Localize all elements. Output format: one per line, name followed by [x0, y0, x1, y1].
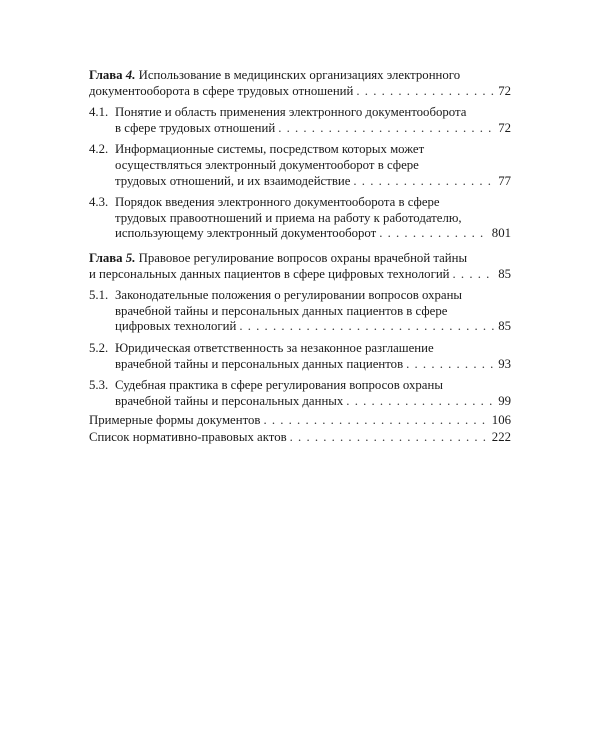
- section-title: Порядок введения электронного документооборота в сфере: [115, 195, 440, 210]
- page-number: 106: [491, 413, 511, 428]
- toc-entry-last-line: [89, 84, 511, 100]
- toc-entry-first-line: [89, 288, 511, 304]
- toc-entry-last-line: [89, 394, 511, 410]
- toc-entry-last-line: [89, 357, 511, 373]
- chapter-label: Глава: [89, 68, 123, 82]
- table-of-contents: [89, 68, 511, 445]
- toc-entry-first-line: [89, 341, 511, 357]
- page-number: 99: [498, 393, 511, 408]
- page-number: 222: [491, 429, 511, 444]
- chapter-number: 4.: [125, 68, 136, 82]
- toc-chapter-5[interactable]: [89, 251, 511, 282]
- dot-leader: [290, 430, 489, 446]
- section-title: Законодательные положения о регулировании вопросов охраны: [115, 288, 463, 303]
- page-number: 85: [498, 319, 511, 334]
- page-number: 77: [498, 173, 511, 188]
- dot-leader: [356, 84, 495, 100]
- toc-entry-first-line: [89, 378, 511, 394]
- entry-title: Примерные формы документов: [89, 413, 261, 428]
- page-number: 72: [498, 83, 511, 98]
- toc-section-4-2[interactable]: [89, 142, 511, 189]
- toc-entry-line: [89, 413, 511, 429]
- toc-entry-last-line: [89, 267, 511, 283]
- page-number: 801: [491, 226, 511, 241]
- dot-leader: [353, 174, 495, 190]
- section-title-cont: использующему электронный документооборот: [115, 226, 377, 241]
- chapter-title: Правовое регулирование вопросов охраны врачебной тайны: [138, 250, 468, 265]
- section-title-cont: цифровых технологий: [115, 319, 237, 334]
- section-title-cont: врачебной тайны и персональных данных пациентов в сфере: [115, 303, 448, 318]
- section-title: Судебная практика в сфере регулирования вопросов охраны: [115, 378, 443, 393]
- page-number: 85: [498, 266, 511, 281]
- section-number: 4.2.: [89, 142, 109, 157]
- toc-entry-first-line: [89, 68, 511, 84]
- toc-section-5-3[interactable]: [89, 378, 511, 409]
- dot-leader: [239, 319, 495, 335]
- toc-entry-forms[interactable]: [89, 413, 511, 429]
- dot-leader: [263, 413, 488, 429]
- dot-leader: [406, 357, 495, 373]
- page-number: 72: [498, 120, 511, 135]
- toc-section-4-3[interactable]: [89, 195, 511, 242]
- section-title: Понятие и область применения электронного документооборота: [115, 105, 467, 120]
- section-title-cont: врачебной тайны и персональных данных пациентов: [115, 356, 404, 371]
- chapter-title-cont: и персональных данных пациентов в сфере цифровых технологий: [89, 266, 450, 281]
- toc-entry-line: [89, 430, 511, 446]
- section-title-cont: трудовых отношений, и их взаимодействие: [115, 173, 351, 188]
- toc-entry-last-line: [89, 319, 511, 335]
- dot-leader: [379, 226, 489, 242]
- section-title: Информационные системы, посредством которых может: [115, 142, 425, 157]
- section-title-cont: в сфере трудовых отношений: [115, 120, 276, 135]
- chapter-label: Глава: [89, 250, 123, 265]
- dot-leader: [278, 121, 495, 137]
- toc-entry-first-line: [89, 251, 511, 267]
- section-number: 5.1.: [89, 288, 109, 303]
- toc-chapter-4[interactable]: [89, 68, 511, 99]
- section-number: 5.2.: [89, 340, 109, 355]
- chapter-number: 5.: [125, 250, 136, 265]
- toc-section-5-1[interactable]: [89, 288, 511, 335]
- dot-leader: [453, 267, 496, 283]
- dot-leader: [346, 394, 495, 410]
- section-title-cont: трудовых правоотношений и приема на работу к работодателю,: [115, 210, 462, 225]
- toc-entry-last-line: [89, 121, 511, 137]
- page-number: 93: [498, 356, 511, 371]
- toc-entry-first-line: [89, 195, 511, 211]
- entry-title: Список нормативно-правовых актов: [89, 429, 287, 444]
- toc-entry-first-line: [89, 142, 511, 158]
- toc-entry-first-line: [89, 105, 511, 121]
- section-title-cont: осуществляться электронный документооборот в сфере: [115, 157, 419, 172]
- toc-section-4-1[interactable]: [89, 105, 511, 136]
- section-title-cont: врачебной тайны и персональных данных: [115, 393, 344, 408]
- section-number: 4.1.: [89, 105, 109, 120]
- section-number: 4.3.: [89, 195, 109, 210]
- toc-section-5-2[interactable]: [89, 341, 511, 372]
- toc-entry-last-line: [89, 174, 511, 190]
- section-number: 5.3.: [89, 378, 109, 393]
- chapter-title: Использование в медицинских организациях электронного: [138, 68, 461, 82]
- toc-entry-acts[interactable]: [89, 430, 511, 446]
- section-title: Юридическая ответственность за незаконное разглашение: [115, 340, 434, 355]
- chapter-title-cont: документооборота в сфере трудовых отношений: [89, 83, 354, 98]
- toc-entry-last-line: [89, 226, 511, 242]
